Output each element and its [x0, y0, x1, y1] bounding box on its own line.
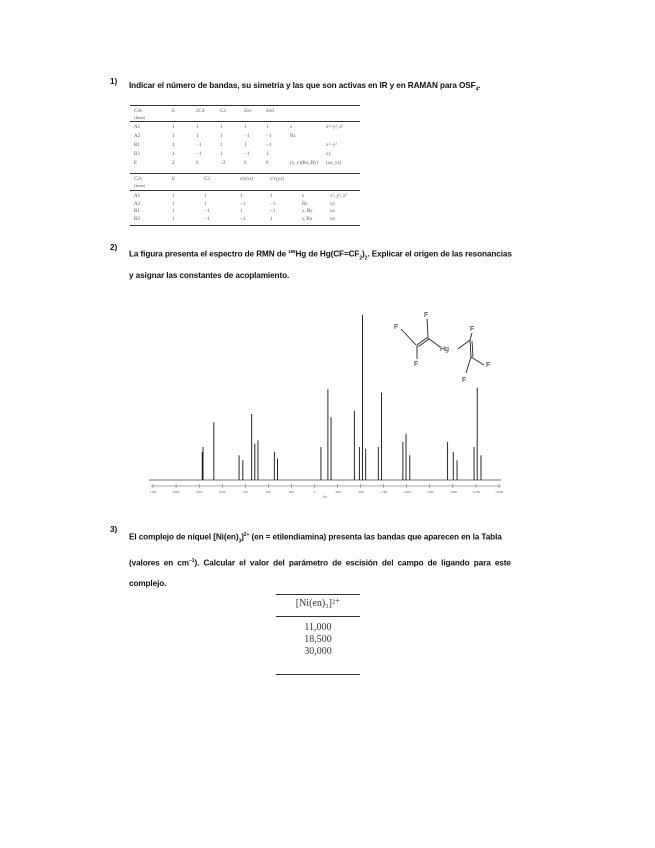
char-table-cell: z	[302, 194, 305, 199]
char-table-cell: A2	[134, 134, 141, 139]
char-table-cell: 1	[172, 143, 175, 148]
char-table-cell: B1	[134, 209, 140, 214]
char-table-c2v	[130, 173, 360, 225]
char-table-cell: 1	[172, 152, 175, 157]
char-table-cell: 1	[172, 125, 175, 130]
character-tables	[130, 105, 360, 227]
char-table-cell: B2	[134, 216, 140, 222]
char-table-header-cell: 2C4	[196, 109, 205, 114]
spectrum-tick-label: 250	[288, 490, 294, 494]
char-table-cell: 1	[172, 134, 175, 139]
char-table-header-cell: C2	[220, 109, 226, 114]
char-table-cell: 1	[220, 134, 223, 139]
atom-f: F	[462, 377, 467, 384]
char-table-cell: −1	[244, 134, 250, 139]
question-1	[110, 77, 570, 91]
char-table-cell: −1	[270, 201, 276, 207]
char-table-cell: 0	[196, 161, 199, 166]
char-table-cell: 1	[240, 194, 243, 199]
atom-f: F	[470, 326, 475, 333]
spectrum-tick-label: 1250	[195, 490, 203, 494]
char-table-cell: x, Ry	[302, 209, 313, 214]
char-table-cell: −1	[266, 143, 272, 148]
char-table-cell: A1	[134, 125, 141, 130]
spectrum-tick-label: 1500	[172, 490, 180, 494]
char-table-cell: 1	[244, 143, 247, 148]
char-table-cell: 1	[266, 152, 269, 157]
ni-table-header: [Ni(en)₃]²⁺	[295, 598, 341, 609]
ni-table-value: 30,000	[304, 646, 332, 657]
char-table-note: (4mm)	[134, 115, 145, 120]
char-table-cell: 1	[196, 134, 199, 139]
char-table-cell: 2	[172, 161, 175, 166]
char-table-header-cell: C2	[204, 177, 210, 182]
char-table-cell: xy	[330, 201, 335, 207]
table-rule	[276, 594, 360, 595]
atom-hg: Hg	[440, 346, 449, 353]
char-table-cell: 1	[220, 125, 223, 130]
atom-f: F	[414, 361, 419, 368]
char-table-cell: −1	[244, 152, 250, 157]
char-table-cell: −1	[196, 143, 202, 148]
char-table-cell: A2	[134, 201, 141, 207]
char-table-cell: 1	[220, 143, 223, 148]
char-table-cell: 1	[172, 209, 175, 214]
char-table-cell: −1	[266, 134, 272, 139]
char-table-cell: −1	[270, 209, 276, 214]
char-table-cell: Rz	[302, 201, 308, 207]
char-table-cell: xy	[326, 152, 331, 157]
atom-f: F	[424, 312, 429, 319]
char-table-header-cell: E	[172, 177, 176, 182]
spectrum-tick-label: −1000	[402, 490, 411, 494]
char-table-header-cell: 2σd	[266, 109, 274, 114]
spectrum-tick-label: −250	[334, 490, 341, 494]
char-table-header-cell: E	[172, 109, 176, 114]
char-table-header-cell: 2σv	[244, 109, 252, 114]
char-table-cell: xz	[330, 209, 335, 214]
char-table-cell: y, Rx	[302, 216, 313, 222]
char-table-cell: E	[134, 161, 138, 166]
char-table-cell: yz	[330, 216, 335, 222]
char-table-cell: B2	[134, 152, 140, 157]
spectrum-tick-label: 1000	[218, 490, 226, 494]
question-3	[110, 525, 565, 589]
char-table-cell: x²−y²	[326, 143, 337, 148]
char-table-cell: −1	[240, 201, 246, 207]
char-table-cell: (x, y)(Rx, Ry)	[290, 161, 319, 166]
char-table-header-cell: C4v	[134, 109, 143, 114]
char-table-cell: −2	[220, 161, 226, 166]
nmr-spectrum	[145, 310, 505, 500]
char-table-cell: 1	[196, 125, 199, 130]
spectrum-tick-label: −1250	[425, 490, 435, 494]
char-table-cell: x², y², z²	[330, 194, 347, 199]
char-table-cell: 1	[270, 216, 273, 222]
spectrum-tick-label: 1750	[149, 490, 157, 494]
char-table-cell: 1	[220, 152, 223, 157]
atom-f: F	[486, 362, 491, 369]
question-1-text: Indicar el número de bandas, su simetría y las que son activas en IR y en RAMAN para $OSF_4$.	[129, 81, 481, 93]
question-3-number: 3)	[110, 525, 118, 534]
char-table-cell: 1	[172, 216, 175, 222]
spectrum-tick-label: 500	[265, 490, 271, 494]
ni-complex-table	[276, 594, 360, 678]
spectrum-tick-label: 750	[242, 490, 248, 494]
spectrum-tick-label: −2000	[494, 490, 504, 494]
char-table-c4v	[130, 105, 360, 173]
question-2-text: La figura presenta el espectro de RMN de $^{199}$Hg de $Hg(CF=CF_2)_2$. Explicar el origen de las resonancias y asignar las constantes de acoplamiento.	[129, 249, 512, 281]
table-rule	[130, 225, 360, 226]
question-2-number: 2)	[110, 243, 118, 252]
char-table-cell: z	[290, 125, 293, 130]
char-table-cell: 0	[244, 161, 247, 166]
char-table-cell: Rz	[290, 134, 296, 139]
question-1-number: 1)	[110, 77, 118, 86]
spectrum-tick-label: −750	[380, 490, 388, 494]
char-table-cell: B1	[134, 143, 140, 148]
char-table-cell: 1	[240, 209, 243, 214]
ni-table-value: 18,500	[304, 634, 332, 645]
spectrum-tick-label: −1500	[448, 490, 458, 494]
ni-table-value: 11,000	[304, 622, 332, 633]
char-table-cell: 1	[204, 201, 207, 207]
table-rule	[276, 616, 360, 617]
spectrum-axis-label: Hz	[323, 495, 327, 499]
char-table-header-cell: σ'v(yz)	[270, 177, 285, 182]
char-table-header-cell: C2v	[134, 177, 143, 182]
char-table-cell: −1	[196, 152, 202, 157]
table-rule	[276, 674, 360, 675]
char-table-cell: −1	[204, 209, 210, 214]
question-3-text: El complejo de níquel $[Ni(en)_3]^{2+}$ (en = etilendiamina) presenta las bandas que aparecen en la Tabla (valores en $cm^{-1}$). Calcular el valor del parámetro de escisión del campo de ligando para este complejo.	[129, 532, 511, 589]
char-table-cell: (xz, yz)	[326, 161, 342, 166]
char-table-cell: 1	[244, 125, 247, 130]
char-table-cell: 0	[266, 161, 269, 166]
char-table-cell: −1	[240, 216, 246, 222]
char-table-cell: −1	[204, 216, 210, 222]
char-table-cell: 1	[270, 194, 273, 199]
char-table-cell: 1	[266, 125, 269, 130]
char-table-header-cell: σv(xz)	[240, 177, 254, 182]
spectrum-tick-label: −500	[357, 490, 364, 494]
spectrum-tick-label: −1750	[471, 490, 481, 494]
question-2	[110, 243, 565, 279]
char-table-cell: A1	[134, 194, 141, 199]
char-table-note: (2mm)	[134, 183, 145, 188]
spectrum-tick-label: 0	[313, 490, 316, 494]
char-table-cell: 1	[172, 201, 175, 207]
char-table-cell: x²+y², z²	[326, 125, 344, 130]
atom-f: F	[394, 324, 399, 331]
char-table-cell: 1	[204, 194, 207, 199]
char-table-cell: 1	[172, 194, 175, 199]
